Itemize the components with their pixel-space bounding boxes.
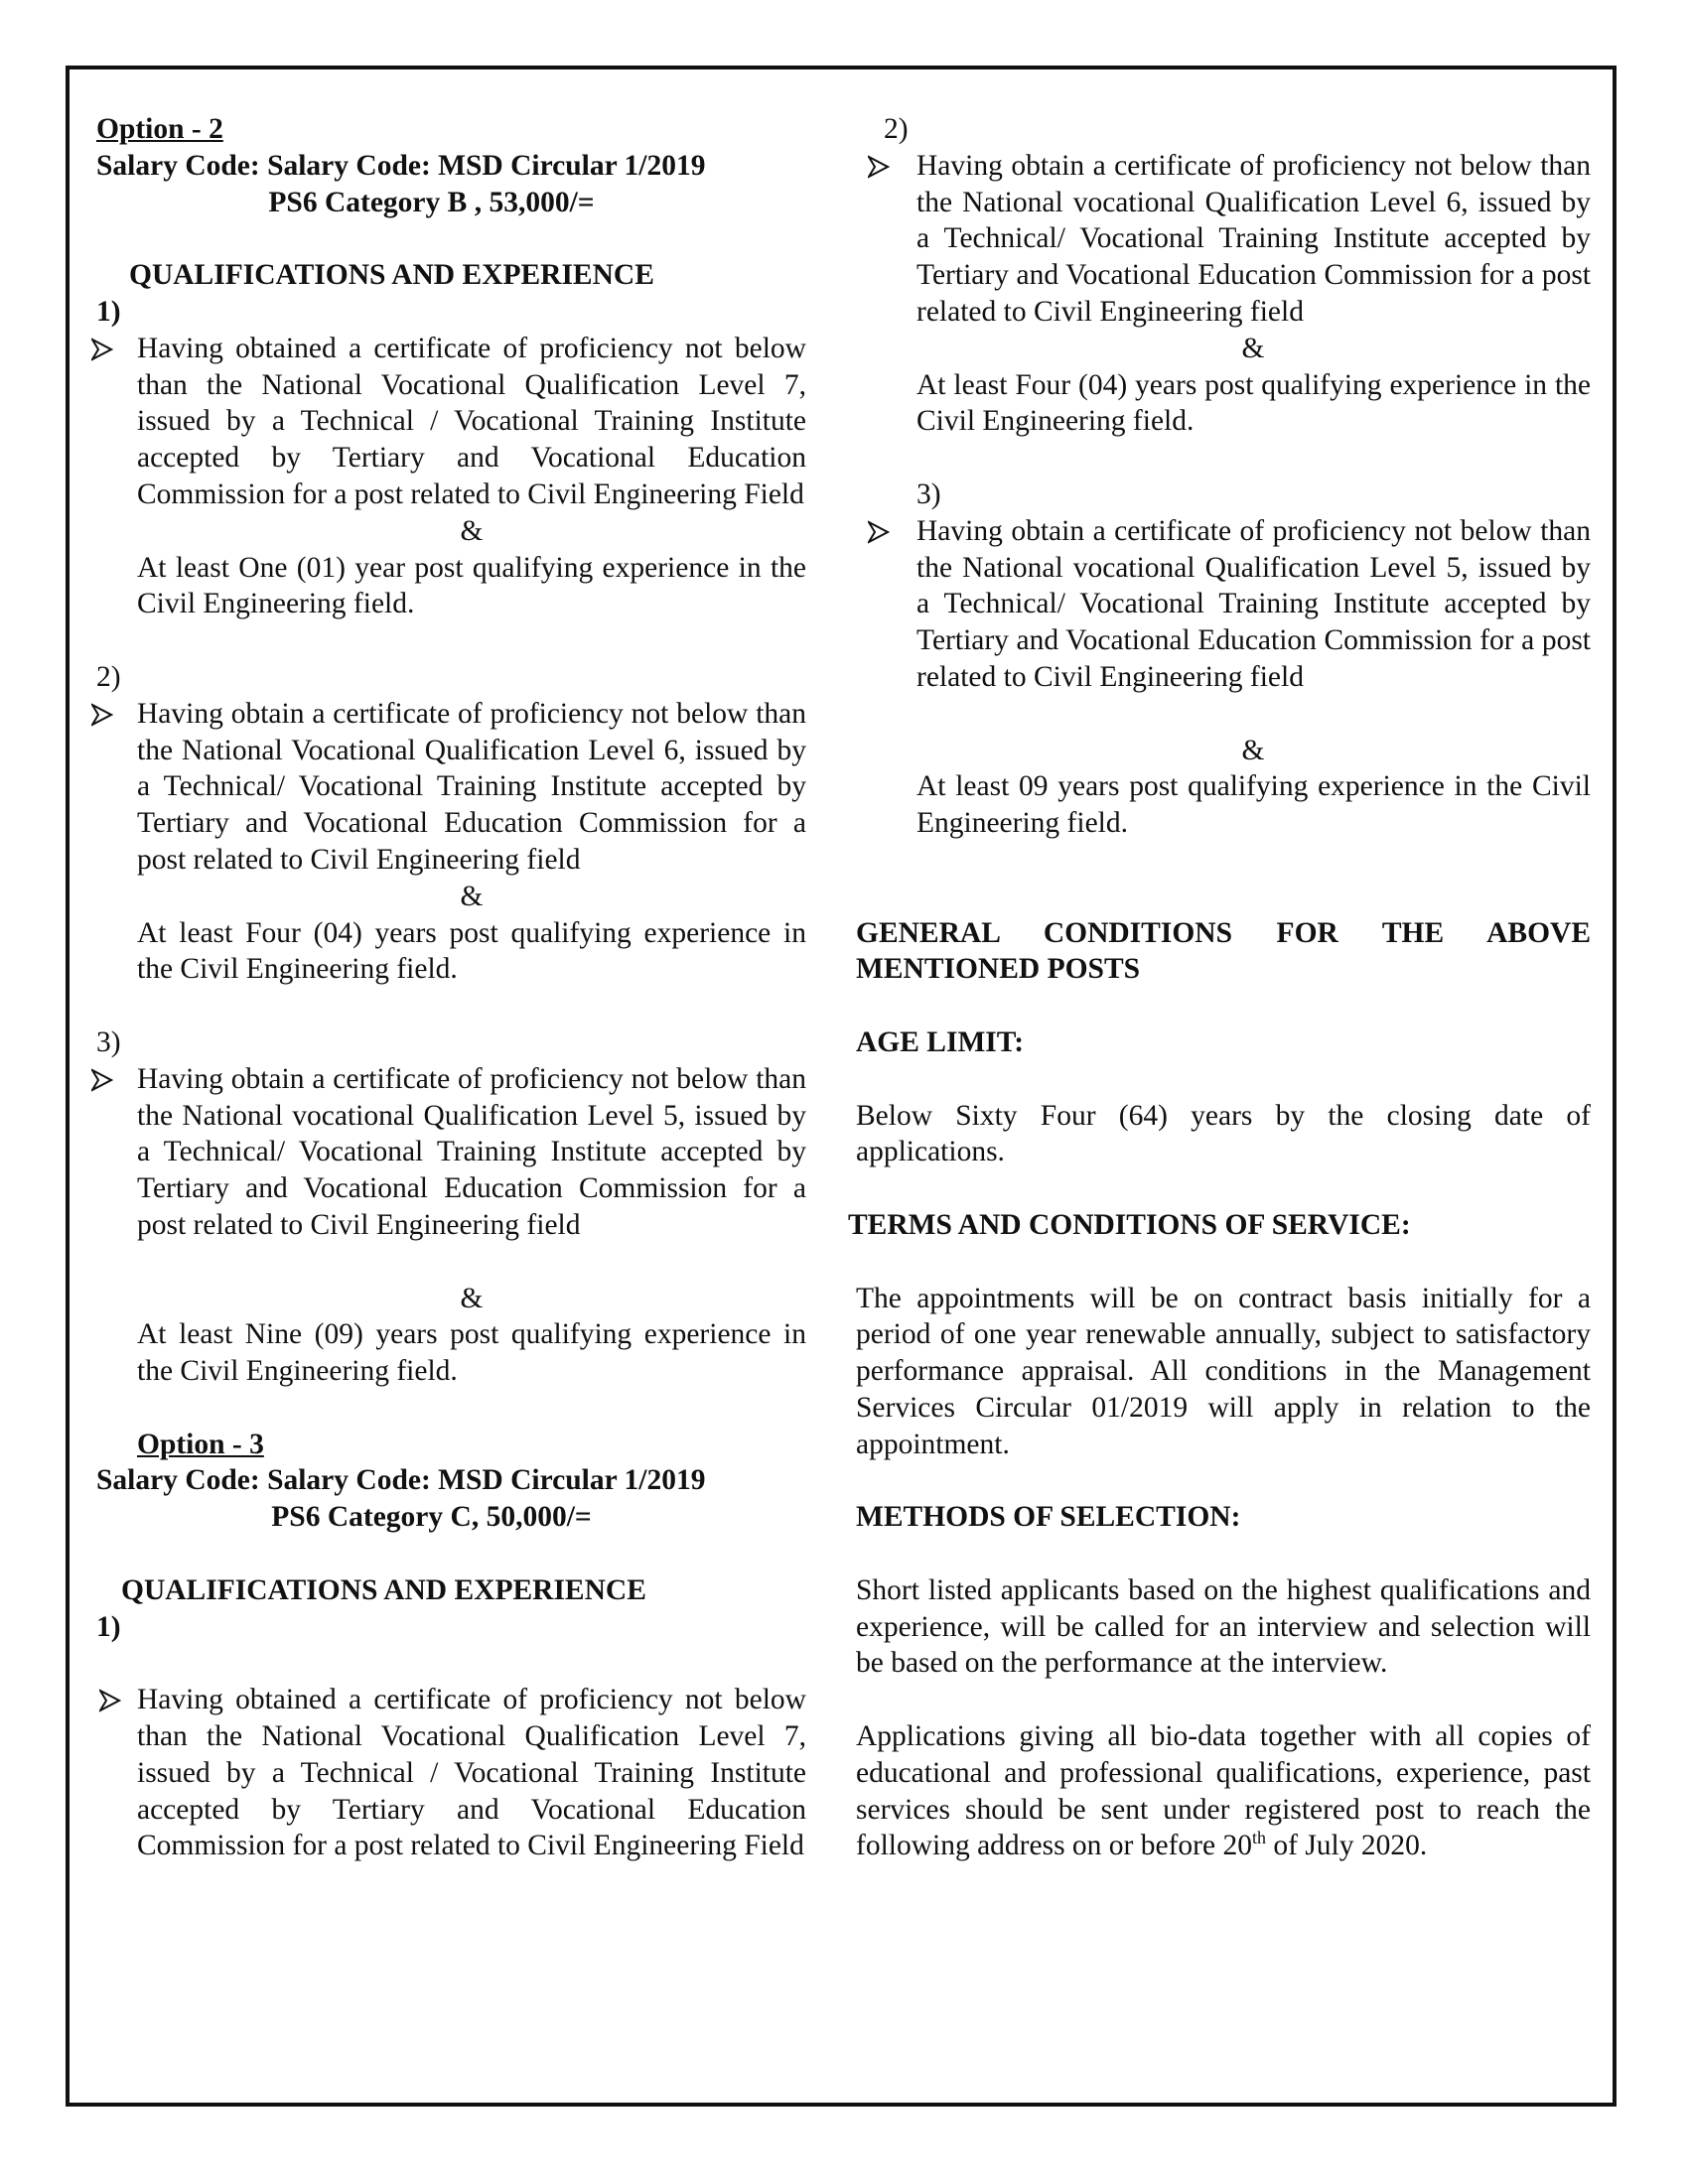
option-2-item-1-number: 1) — [96, 295, 121, 328]
right-column — [848, 111, 1591, 1864]
option-3-salary-code: Salary Code: Salary Code: MSD Circular 1/2019 — [96, 1464, 706, 1497]
methods-selection-heading: METHODS OF SELECTION: — [856, 1501, 1241, 1534]
arrow-bullet-icon — [868, 148, 896, 189]
option-2-item-1-ampersand: & — [460, 514, 484, 547]
terms-conditions-heading: TERMS AND CONDITIONS OF SERVICE: — [848, 1208, 1411, 1241]
option-3-title: Option - 3 — [137, 1428, 264, 1460]
option-2-item-3-ampersand: & — [460, 1282, 484, 1314]
option-2-item-3-certificate: Having obtain a certificate of proficiency not below than the National vocational Qualification Level 5, issued by a Technical/ Vocational Training Institute accepted by Tertiary and Vocational Education Commission for a post related to Civil Engineering field — [96, 1061, 806, 1244]
option-3-item-1-number: 1) — [96, 1610, 121, 1643]
application-instructions-text: Applications giving all bio-data together with all copies of educational and professional qualifications, experience, past services should be sent under registered post to reach the following address on or before 20th of July 2020. — [856, 1720, 1591, 1862]
option-3-grade: PS6 Category C, 50,000/= — [271, 1501, 592, 1534]
option-2-title: Option - 2 — [96, 113, 223, 145]
option-2-item-2-certificate: Having obtain a certificate of proficiency not below than the National Vocational Qualification Level 6, issued by a Technical/ Vocational Training Institute accepted by Tertiary and Vocational Education Commission for a post related to Civil Engineering field — [96, 696, 806, 879]
option-2-salary-code: Salary Code: Salary Code: MSD Circular 1/2019 — [96, 149, 706, 182]
option-2-item-3-number: 3) — [96, 1025, 121, 1058]
age-limit-text: Below Sixty Four (64) years by the closing date of applications. — [856, 1099, 1591, 1168]
option-3-item-1-certificate: Having obtained a certificate of proficiency not below than the National Vocational Qualification Level 7, issued by a Technical / Vocational Training Institute accepted by Tertiary and Vocational Education Commission for a post related to Civil Engineering Field — [96, 1682, 806, 1864]
right-item-2-ampersand: & — [1241, 332, 1265, 364]
terms-conditions-text: The appointments will be on contract basis initially for a period of one year renewable annually, subject to satisfactory performance appraisal. All conditions in the Management Services Circular 01/2019 will apply in relation to the appointment. — [856, 1282, 1591, 1460]
right-item-2-number: 2) — [884, 113, 909, 145]
age-limit-heading: AGE LIMIT: — [856, 1025, 1025, 1058]
arrow-bullet-icon — [99, 1682, 127, 1722]
right-item-3-number: 3) — [916, 478, 941, 510]
right-item-3-ampersand: & — [1241, 734, 1265, 766]
option-2-item-2-experience: At least Four (04) years post qualifying experience in the Civil Engineering field. — [137, 916, 806, 986]
right-item-2-certificate: Having obtain a certificate of proficiency not below than the National vocational Qualification Level 6, issued by a Technical/ Vocational Training Institute accepted by Tertiary and Vocational Education Commission for a post related to Civil Engineering field — [856, 148, 1591, 331]
arrow-bullet-icon — [91, 331, 119, 371]
right-item-2-experience: At least Four (04) years post qualifying experience in the Civil Engineering field. — [916, 368, 1591, 438]
option-2-item-1-certificate: Having obtained a certificate of proficiency not below than the National Vocational Qualification Level 7, issued by a Technical / Vocational Training Institute accepted by Tertiary and Vocational Education Commission for a post related to Civil Engineering Field — [96, 331, 806, 513]
option-2-qualifications-heading: QUALIFICATIONS AND EXPERIENCE — [129, 259, 654, 292]
right-item-3-certificate: Having obtain a certificate of proficiency not below than the National vocational Qualification Level 5, issued by a Technical/ Vocational Training Institute accepted by Tertiary and Vocational Education Commission for a post related to Civil Engineering field — [856, 513, 1591, 696]
option-2-item-2-number: 2) — [96, 660, 121, 693]
option-2-item-1-experience: At least One (01) year post qualifying experience in the Civil Engineering field. — [137, 551, 806, 620]
right-item-3-experience: At least 09 years post qualifying experience in the Civil Engineering field. — [916, 770, 1591, 840]
option-2-item-3-experience: At least Nine (09) years post qualifying experience in the Civil Engineering field. — [137, 1318, 806, 1388]
option-2-grade: PS6 Category B , 53,000/= — [268, 186, 595, 218]
arrow-bullet-icon — [91, 696, 119, 737]
general-conditions-heading: GENERAL CONDITIONS FOR THE ABOVE MENTIONED POSTS — [856, 916, 1591, 986]
option-3-qualifications-heading: QUALIFICATIONS AND EXPERIENCE — [121, 1573, 646, 1606]
left-column — [96, 111, 806, 1864]
arrow-bullet-icon — [91, 1061, 119, 1102]
option-2-item-2-ampersand: & — [460, 880, 484, 912]
arrow-bullet-icon — [868, 513, 896, 554]
methods-selection-text: Short listed applicants based on the highest qualifications and experience, will be called for an interview and selection will be based on the performance at the interview. — [856, 1573, 1591, 1680]
